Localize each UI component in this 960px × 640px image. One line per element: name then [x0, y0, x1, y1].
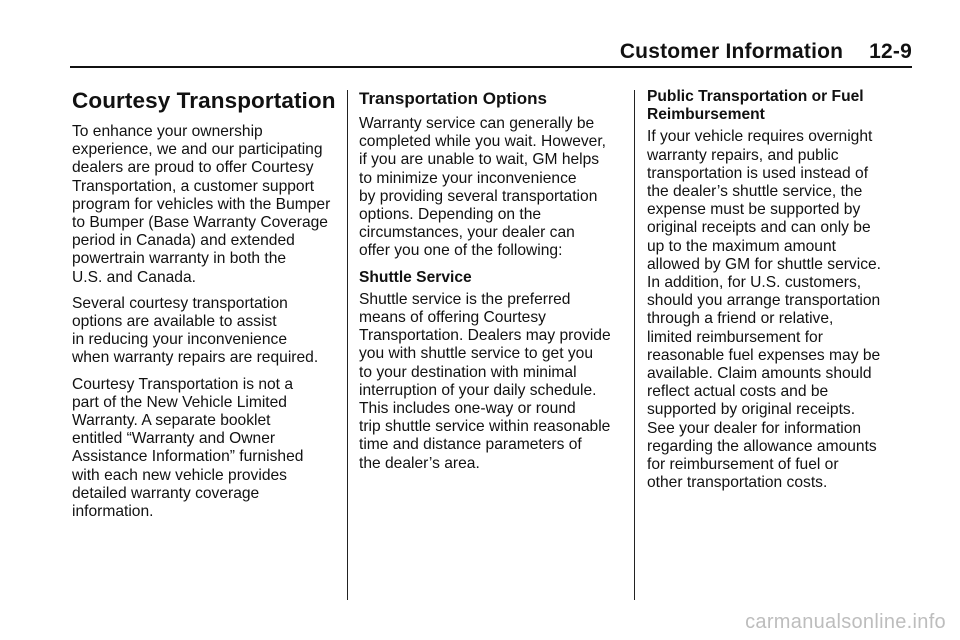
header-rule [70, 66, 912, 68]
page-header [620, 40, 912, 64]
shuttle-service-paragraph: Shuttle service is the preferred means of offering Courtesy Transportation. Dealers may provide you with shuttle service to get you to your destination with minimal interruption of your daily schedule. This includes one-way or round trip shuttle service within reasonable time and distance parameters of the dealer’s area. [359, 290, 611, 472]
transportation-options-paragraph: Warranty service can generally be completed while you wait. However, if you are unable to wait, GM helps to minimize your inconvenience by providing several transportation options. Depending on the circumstances, your dealer can offer you one of the following: [359, 115, 607, 260]
warranty-booklet-paragraph: Courtesy Transportation is not a part of the New Vehicle Limited Warranty. A separate booklet entitled “Warranty and Owner Assistance Information” furnished with each new vehicle provides detailed warranty coverage information. [72, 375, 304, 521]
column-2 [359, 88, 627, 481]
section-title: Customer Information [619, 40, 844, 63]
column-3 [647, 88, 915, 500]
page-number: 12-9 [869, 40, 912, 63]
column-divider-1 [347, 90, 348, 600]
transportation-options-heading: Transportation Options [359, 89, 547, 108]
public-transportation-paragraph: If your vehicle requires overnight warranty repairs, and public transportation is used instead of the dealer’s shuttle service, the expense must be supported by original receipts and can only be up to the maximum amount allowed by GM for shuttle service. In addition, for U.S. customers, should you arrange transportation through a friend or relative, limited reimbursement for reasonable fuel expenses may be available. Claim amounts should reflect actual costs and be supported by original receipts. See your dealer for information regarding the allowance amounts for reimbursement of fuel or other transportation costs. [647, 128, 881, 492]
watermark: carmanualsonline.info [745, 611, 946, 633]
public-transportation-heading: Public Transportation or Fuel Reimbursement [647, 88, 864, 124]
column-1 [72, 88, 338, 529]
courtesy-transportation-heading: Courtesy Transportation [72, 88, 336, 113]
shuttle-service-heading: Shuttle Service [359, 268, 472, 286]
options-paragraph: Several courtesy transportation options are available to assist in reducing your inconvenience when warranty repairs are required. [72, 294, 319, 367]
column-divider-2 [634, 90, 635, 600]
intro-paragraph: To enhance your ownership experience, we and our participating dealers are proud to offer Courtesy Transportation, a customer support program for vehicles with the Bumper to Bumper (Base Warranty Coverage period in Canada) and extended powertrain warranty in both the U.S. and Canada. [72, 123, 331, 286]
